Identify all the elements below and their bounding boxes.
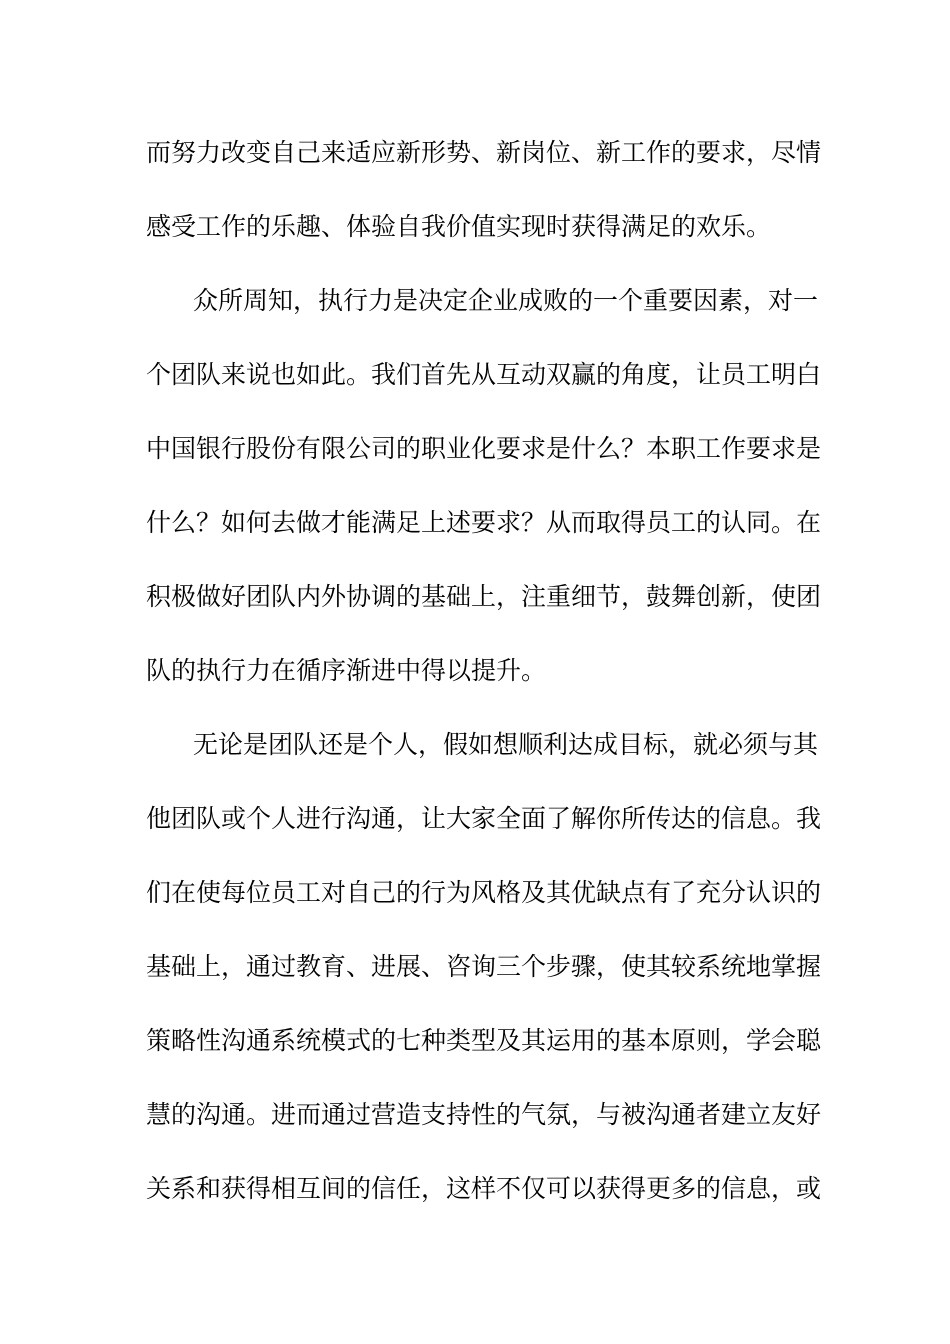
text-line: 个团队来说也如此。我们首先从互动双赢的角度，让员工明白 xyxy=(146,360,822,389)
text-line: 中国银行股份有限公司的职业化要求是什么？本职工作要求是 xyxy=(146,434,822,463)
text-line: 感受工作的乐趣、体验自我价值实现时获得满足的欢乐。 xyxy=(146,212,772,241)
text-line: 他团队或个人进行沟通，让大家全面了解你所传达的信息。我 xyxy=(146,804,822,833)
text-line: 队的执行力在循序渐进中得以提升。 xyxy=(146,656,547,685)
paragraph-first-line: 众所周知，执行力是决定企业成败的一个重要因素，对一 xyxy=(193,286,819,315)
text-line: 慧的沟通。进而通过营造支持性的气氛，与被沟通者建立友好 xyxy=(146,1100,822,1129)
text-line: 基础上，通过教育、进展、咨询三个步骤，使其较系统地掌握 xyxy=(146,952,822,981)
text-line: 策略性沟通系统模式的七种类型及其运用的基本原则，学会聪 xyxy=(146,1026,822,1055)
text-line: 关系和获得相互间的信任，这样不仅可以获得更多的信息，或 xyxy=(146,1174,822,1203)
text-line: 们在使每位员工对自己的行为风格及其优缺点有了充分认识的 xyxy=(146,878,822,907)
paragraph-first-line: 无论是团队还是个人，假如想顺利达成目标，就必须与其 xyxy=(193,730,819,759)
text-line: 而努力改变自己来适应新形势、新岗位、新工作的要求，尽情 xyxy=(146,138,822,167)
text-line: 积极做好团队内外协调的基础上，注重细节，鼓舞创新，使团 xyxy=(146,582,822,611)
text-line: 什么？如何去做才能满足上述要求？从而取得员工的认同。在 xyxy=(146,508,822,537)
